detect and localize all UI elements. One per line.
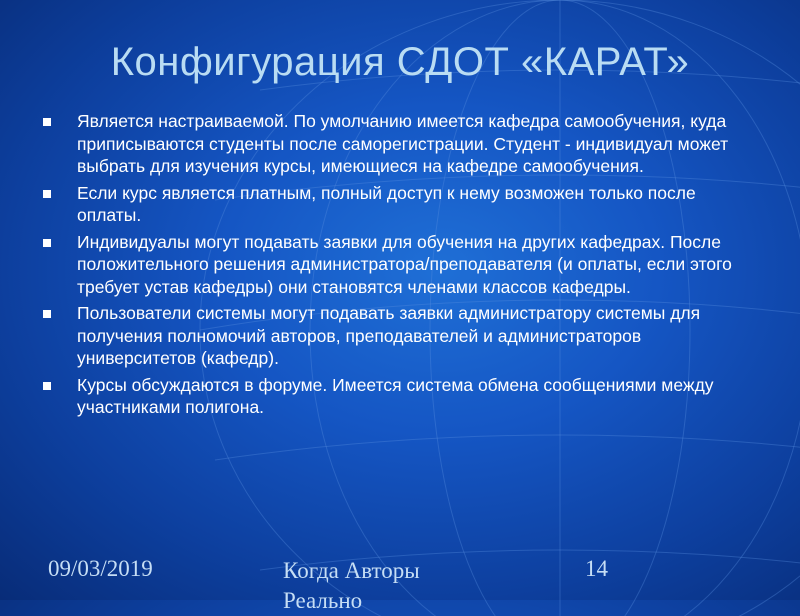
square-bullet-icon [43, 118, 51, 126]
footer-date: 09/03/2019 [48, 556, 153, 581]
bullet-text: Если курс является платным, полный доступ к нему возможен только после оплаты. [77, 182, 696, 225]
bullet-list [40, 110, 755, 423]
square-bullet-icon [43, 239, 51, 247]
square-bullet-icon [43, 310, 51, 318]
square-bullet-icon [43, 190, 51, 198]
bullet-text: Индивидуалы могут подавать заявки для обучения на других кафедрах. После положительного решения администратора/преподавателя (и оплаты, если этого требует устав кафедры) они становятся членами классов кафедры. [77, 231, 732, 297]
page-number: 14 [585, 556, 608, 581]
bullet-text: Пользователи системы могут подавать заявки администратору системы для получения полномочий авторов, преподавателей и администраторов университетов (кафедр). [77, 303, 701, 368]
bullet-item [40, 231, 755, 299]
bullet-text: Является настраиваемой. По умолчанию имеется кафедра самообучения, куда приписываются студенты после саморегистрации. Студент - индивидуал может выбрать для изучения курсы, имеющиеся на кафедре самообучения. [77, 111, 729, 176]
bullet-item [40, 110, 755, 178]
bullet-item [40, 374, 755, 419]
square-bullet-icon [43, 382, 51, 390]
bullet-text: Курсы обсуждаются в форуме. Имеется система обмена сообщениями между участниками полигона. [77, 374, 714, 417]
bullet-item [40, 182, 755, 227]
footer-center-text: Когда Авторы Реально [283, 558, 420, 613]
bullet-item [40, 302, 755, 370]
slide-title: Конфигурация СДОТ «КАРАТ» [110, 40, 690, 84]
